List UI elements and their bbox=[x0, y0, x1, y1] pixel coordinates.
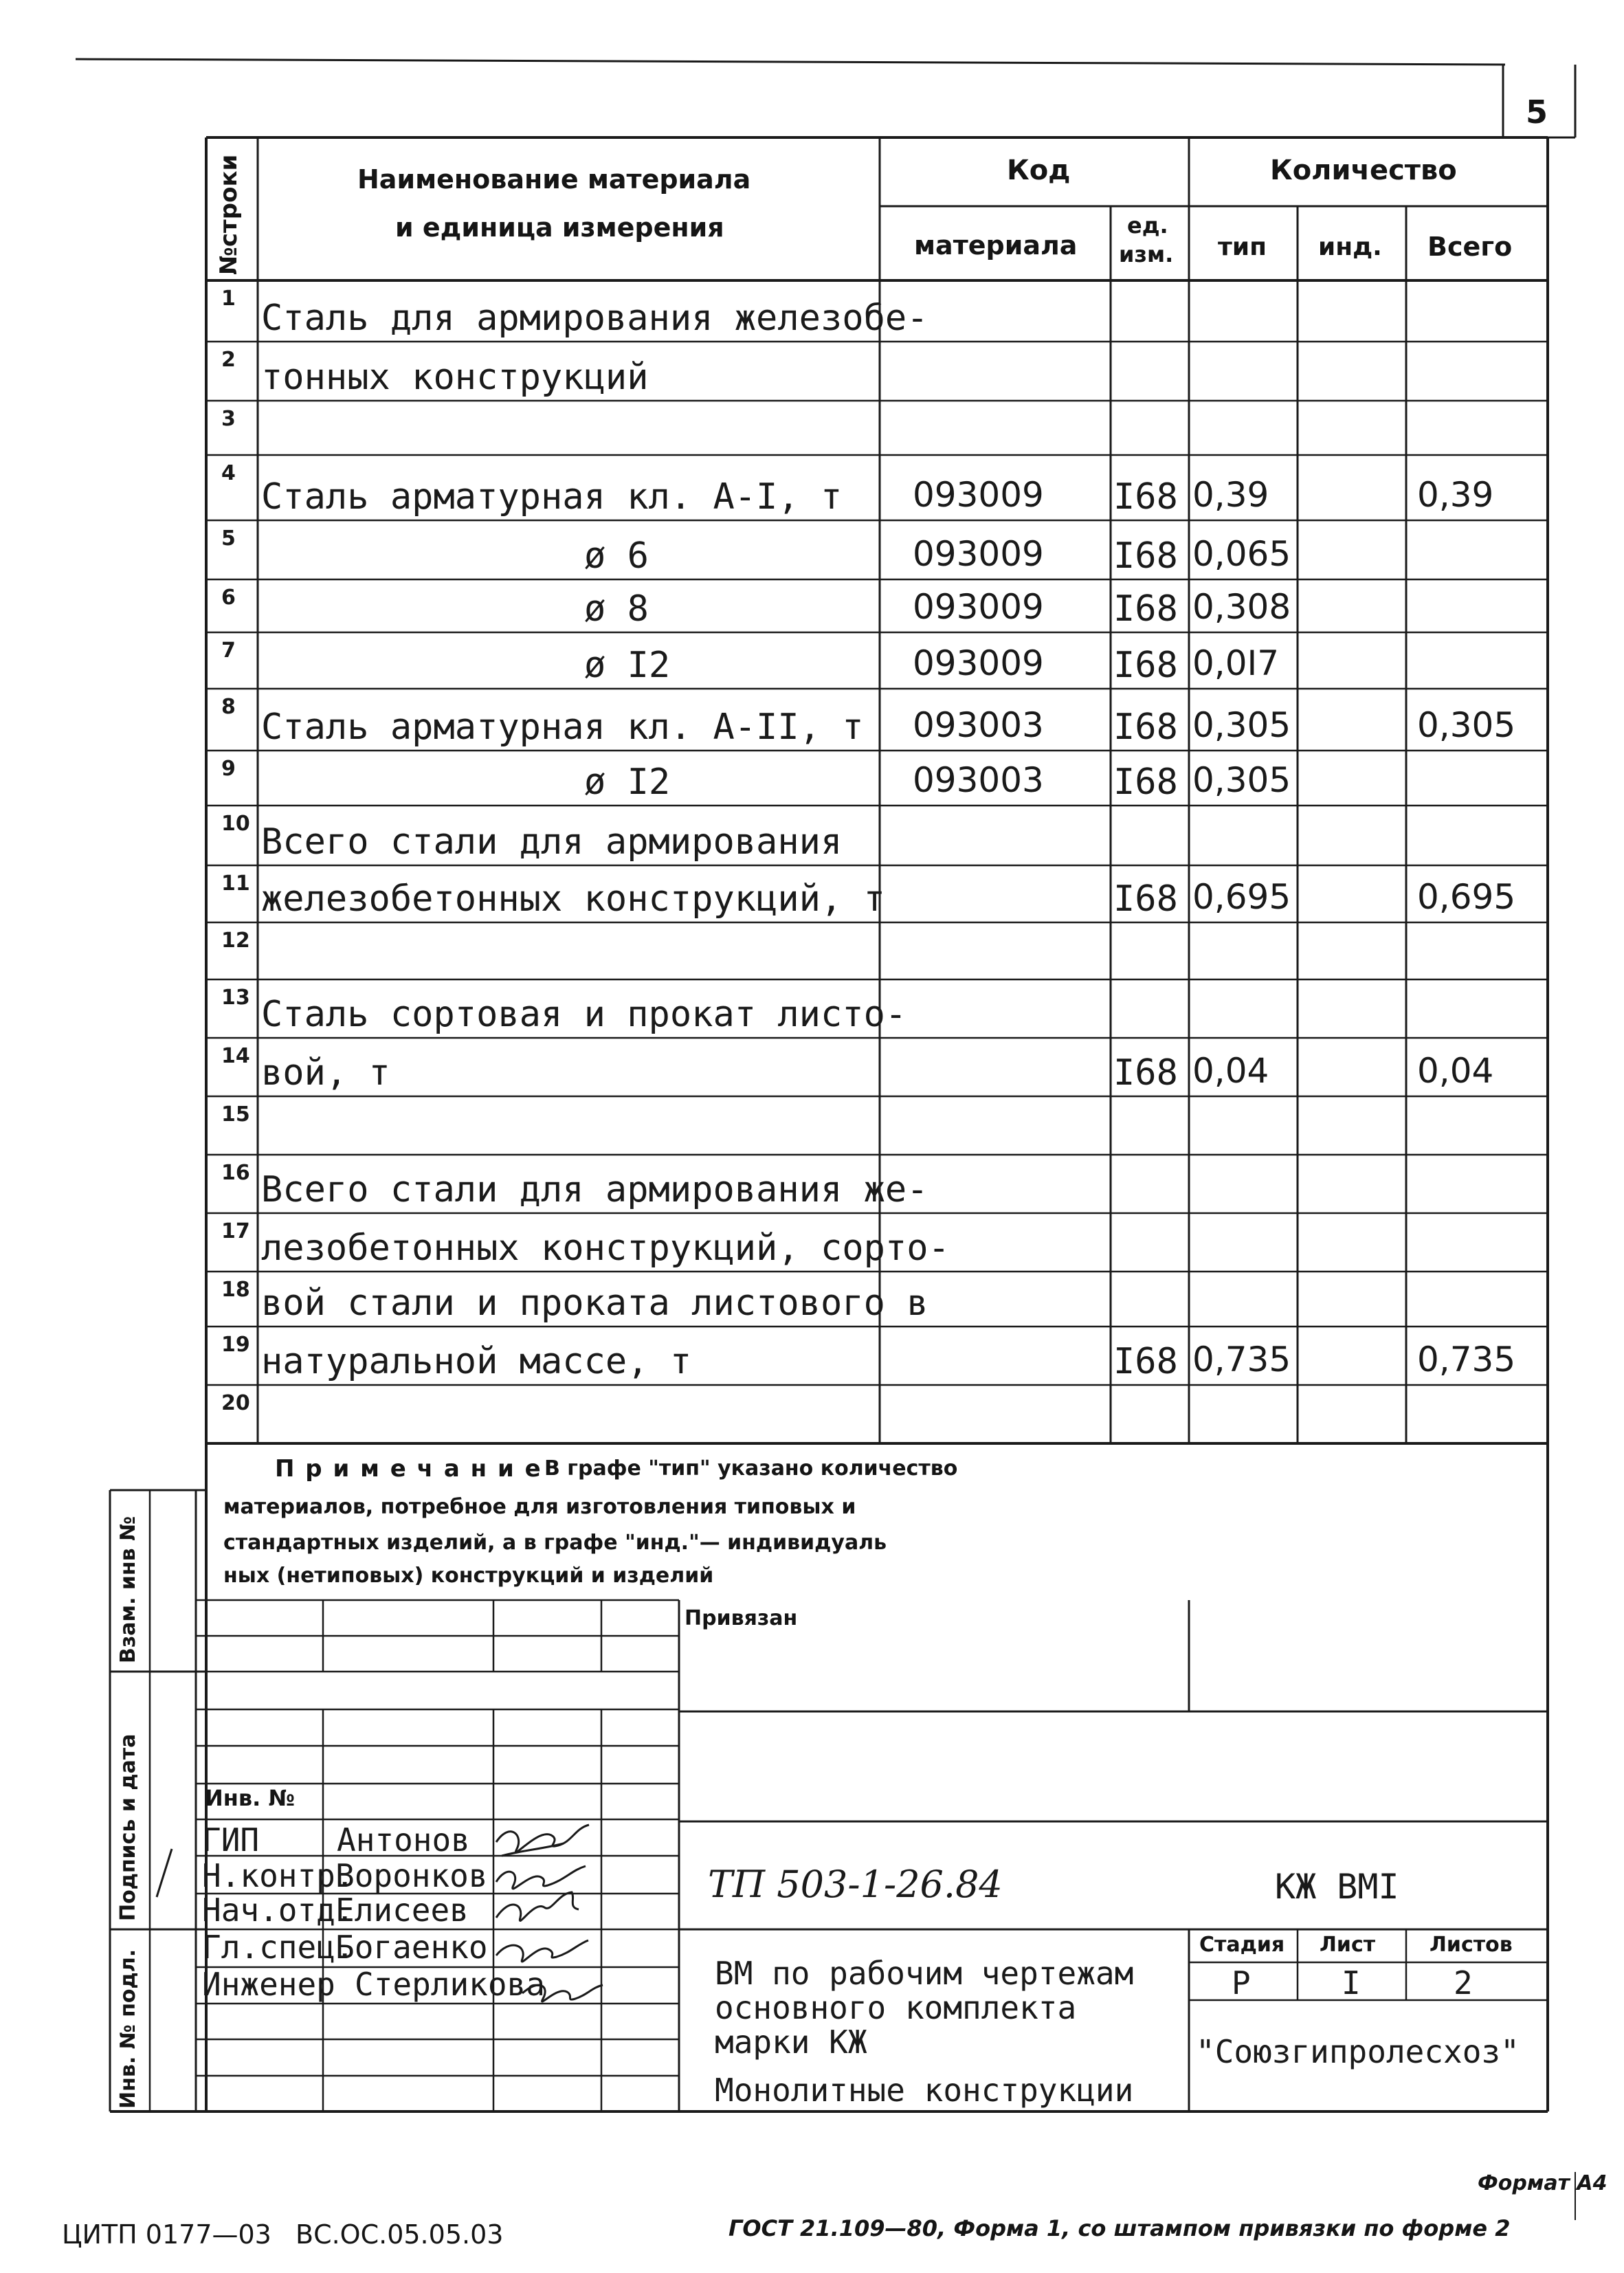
title-line-1: ВМ по рабочим чертежам bbox=[715, 1955, 1134, 1992]
material-name: ø I2 bbox=[584, 762, 671, 803]
material-code: 093009 bbox=[913, 534, 1044, 574]
person-name: Воронков bbox=[335, 1857, 488, 1894]
note-line-1: В графе "тип" указано количество bbox=[544, 1456, 958, 1481]
row-number: 5 bbox=[221, 526, 236, 551]
note-line-3: стандартных изделий, а в графе "инд."— индивидуаль bbox=[223, 1531, 887, 1555]
material-name: железобетонных конструкций, т bbox=[261, 878, 885, 920]
row-number: 12 bbox=[221, 929, 250, 953]
title-line-4: Монолитные конструкции bbox=[715, 2072, 1134, 2109]
qty-total: 0,305 bbox=[1417, 705, 1516, 745]
code-header: Код bbox=[1007, 155, 1071, 186]
row-number: 10 bbox=[221, 812, 250, 836]
person-role: Инженер bbox=[202, 1966, 335, 2003]
qty-type: 0,065 bbox=[1192, 534, 1291, 574]
person-name: Стерликова bbox=[355, 1966, 545, 2003]
sheet-label: Лист bbox=[1320, 1933, 1376, 1957]
person-name: Богаенко bbox=[335, 1929, 488, 1966]
person-role: Нач.отд. bbox=[202, 1892, 355, 1929]
qty-type: 0,308 bbox=[1192, 587, 1291, 627]
unit-code: I68 bbox=[1113, 1341, 1178, 1382]
material-code: 093009 bbox=[913, 643, 1044, 683]
unit-header-line2: изм. bbox=[1119, 241, 1174, 267]
material-name: тонных конструкций bbox=[261, 357, 649, 398]
unit-code: I68 bbox=[1113, 1052, 1178, 1094]
note-line-4: ных (нетиповых) конструкций и изделий bbox=[223, 1564, 714, 1588]
row-number: 20 bbox=[221, 1391, 250, 1415]
row-number: 14 bbox=[221, 1044, 250, 1068]
note-line-2: материалов, потребное для изготовления типовых и bbox=[223, 1495, 856, 1519]
qty-type: 0,305 bbox=[1192, 705, 1291, 745]
row-number: 19 bbox=[221, 1333, 250, 1357]
row-number: 8 bbox=[221, 695, 236, 719]
person-role: Н.контр. bbox=[202, 1857, 355, 1894]
row-number-header: №строки bbox=[215, 154, 243, 275]
code-material-header: материала bbox=[914, 230, 1078, 260]
qty-type: 0,39 bbox=[1192, 475, 1269, 515]
qty-type: 0,735 bbox=[1192, 1340, 1291, 1379]
unit-code: I68 bbox=[1113, 645, 1178, 686]
row-number: 1 bbox=[221, 287, 236, 311]
person-name: Елисеев bbox=[335, 1892, 469, 1929]
row-number: 7 bbox=[221, 639, 236, 663]
unit-code: I68 bbox=[1113, 476, 1178, 518]
row-number: 3 bbox=[221, 407, 236, 431]
material-code: 093009 bbox=[913, 587, 1044, 627]
organization: "Союзгипролесхоз" bbox=[1196, 2033, 1520, 2070]
footer-left-2: ВС.ОС.05.05.03 bbox=[296, 2219, 504, 2250]
row-number: 4 bbox=[221, 461, 236, 485]
unit-code: I68 bbox=[1113, 588, 1178, 630]
unit-code: I68 bbox=[1113, 762, 1178, 803]
sheets-value: 2 bbox=[1454, 1964, 1473, 2002]
material-name: Сталь арматурная кл. А-I, т bbox=[261, 476, 843, 518]
doc-code: ТП 503-1-26.84 bbox=[708, 1863, 1003, 1906]
qty-type: 0,305 bbox=[1192, 760, 1291, 800]
qty-total-header: Всего bbox=[1427, 232, 1513, 262]
stage-value: Р bbox=[1232, 1964, 1251, 2002]
person-name: Антонов bbox=[337, 1821, 470, 1859]
row-number: 9 bbox=[221, 757, 236, 781]
qty-type: 0,04 bbox=[1192, 1051, 1269, 1091]
material-code: 093003 bbox=[913, 705, 1044, 745]
sheet-value: I bbox=[1342, 1964, 1361, 2002]
qty-total: 0,695 bbox=[1417, 877, 1516, 917]
row-number: 13 bbox=[221, 986, 250, 1010]
side-label-inv-podl: Инв. № подл. bbox=[116, 1949, 140, 2109]
mark-code: КЖ ВМI bbox=[1275, 1867, 1399, 1907]
row-number: 6 bbox=[221, 586, 236, 610]
stage-label: Стадия bbox=[1199, 1933, 1285, 1957]
person-role: Гл.спец. bbox=[202, 1929, 355, 1966]
sheets-label: Листов bbox=[1430, 1933, 1513, 1957]
material-name: лезобетонных конструкций, сорто- bbox=[261, 1228, 950, 1269]
material-name: ø 6 bbox=[584, 535, 649, 577]
name-header-line2: и единица измерения bbox=[395, 212, 724, 243]
qty-type-header: тип bbox=[1218, 233, 1267, 261]
material-name: Сталь для армирования железобе- bbox=[261, 298, 928, 339]
material-name: вой стали и проката листового в bbox=[261, 1283, 928, 1324]
unit-code: I68 bbox=[1113, 878, 1178, 920]
qty-type: 0,695 bbox=[1192, 877, 1291, 917]
quantity-header: Количество bbox=[1270, 155, 1457, 186]
material-code: 093009 bbox=[913, 475, 1044, 515]
row-number: 15 bbox=[221, 1102, 250, 1127]
material-code: 093003 bbox=[913, 760, 1044, 800]
row-number: 2 bbox=[221, 348, 236, 372]
row-number: 16 bbox=[221, 1161, 250, 1185]
material-name: ø 8 bbox=[584, 588, 649, 630]
qty-type: 0,0I7 bbox=[1192, 643, 1280, 683]
material-name: вой, т bbox=[261, 1052, 390, 1094]
side-label-vzam: Взам. инв № bbox=[116, 1516, 140, 1663]
qty-total: 0,735 bbox=[1417, 1340, 1516, 1379]
row-number: 17 bbox=[221, 1219, 250, 1243]
material-name: натуральной массе, т bbox=[261, 1341, 692, 1382]
qty-total: 0,04 bbox=[1417, 1051, 1494, 1091]
qty-total: 0,39 bbox=[1417, 475, 1494, 515]
stamp-privyazan: Привязан bbox=[685, 1606, 798, 1630]
footer-right: ГОСТ 21.109—80, Форма 1, со штампом привязки по форме 2 bbox=[728, 2215, 1511, 2241]
unit-code: I68 bbox=[1113, 707, 1178, 748]
unit-header-line1: ед. bbox=[1127, 212, 1168, 239]
material-name: Сталь сортовая и прокат листо- bbox=[261, 994, 907, 1035]
name-header-line1: Наименование материала bbox=[357, 164, 751, 195]
side-label-podpis: Подпись и дата bbox=[116, 1733, 140, 1921]
stamp-inv-no: Инв. № bbox=[205, 1785, 295, 1811]
format-label: Формат А4 bbox=[1478, 2171, 1608, 2195]
person-role: ГИП bbox=[202, 1821, 260, 1859]
material-name: Всего стали для армирования bbox=[261, 821, 843, 863]
footer-left-1: ЦИТП 0177—03 bbox=[62, 2219, 271, 2250]
material-name: Сталь арматурная кл. А-II, т bbox=[261, 707, 864, 748]
title-line-2: основного комплекта bbox=[715, 1989, 1077, 2026]
unit-code: I68 bbox=[1113, 535, 1178, 577]
row-number: 11 bbox=[221, 872, 250, 896]
qty-ind-header: инд. bbox=[1318, 233, 1382, 261]
note-lead: П р и м е ч а н и е bbox=[275, 1455, 542, 1483]
material-name: Всего стали для армирования же- bbox=[261, 1169, 928, 1210]
page-number: 5 bbox=[1526, 93, 1548, 131]
material-name: ø I2 bbox=[584, 645, 671, 686]
row-number: 18 bbox=[221, 1278, 250, 1302]
title-line-3: марки КЖ bbox=[715, 2023, 867, 2061]
